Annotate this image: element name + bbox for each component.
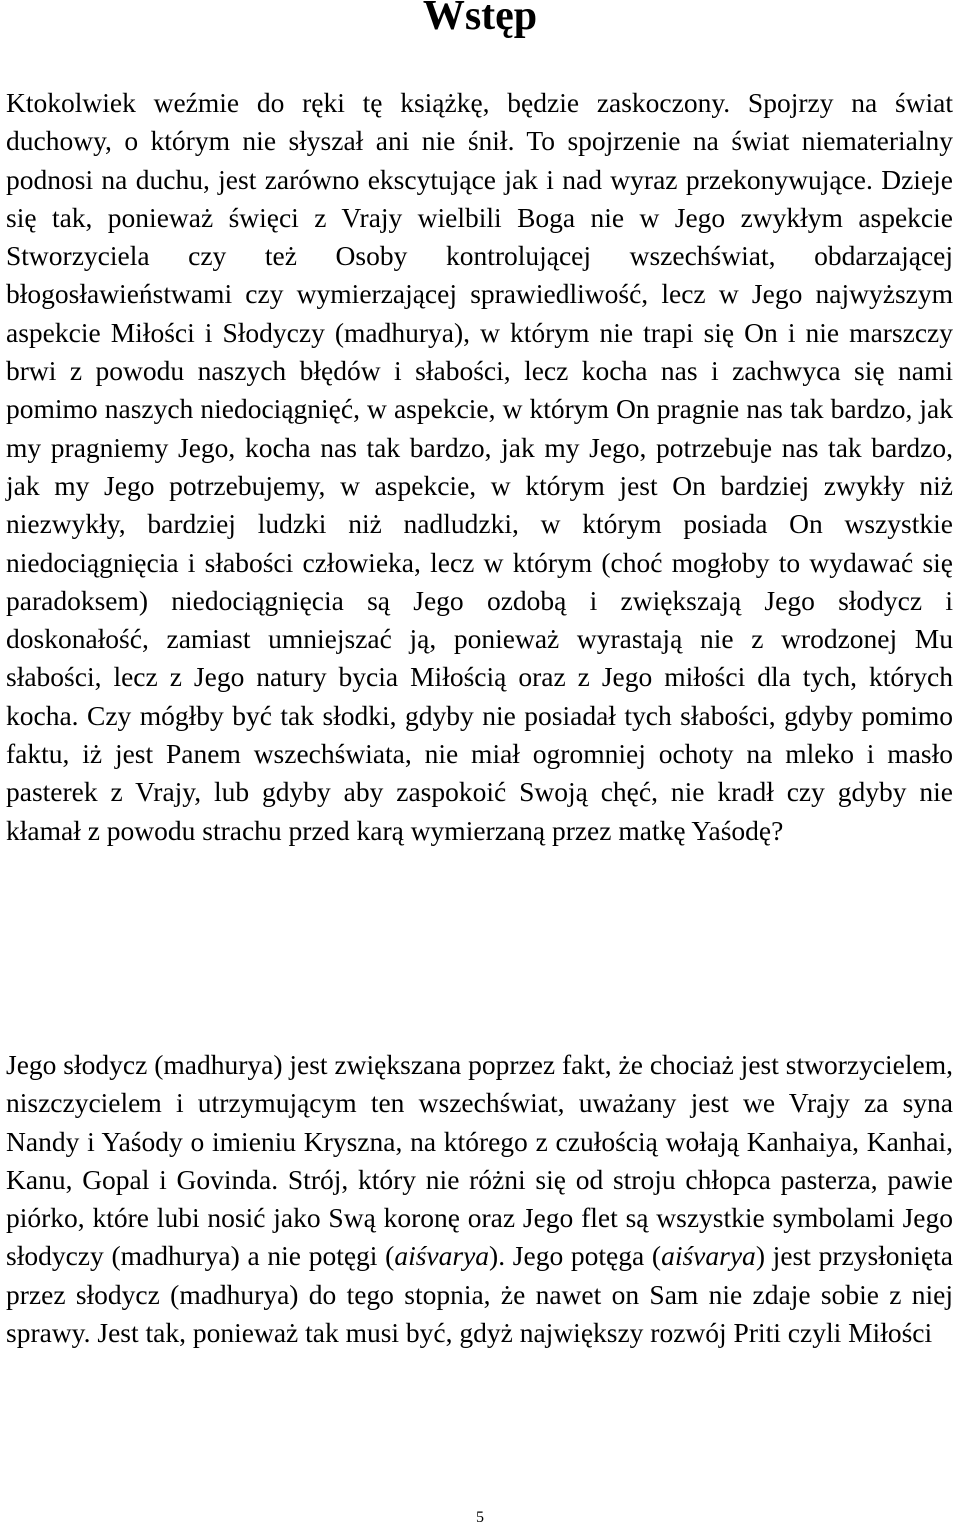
paragraph-2	[6, 1046, 953, 1352]
paragraph-2-italic-term-2: aiśvarya	[661, 1240, 756, 1272]
page-title: Wstęp	[422, 0, 538, 39]
paragraph-2-text-a: Jego słodycz (madhurya) jest zwiększana poprzez fakt, że chociaż jest stworzycielem, niszczycielem i utrzymującym ten wszechświat, uważany jest we Vrajy za syna Nandy i Yaśody o imieniu Kryszna, na którego z czułością wołają Kanhaiya, Kanhai, Kanu, Gopal i Govinda. Strój, który nie różni się od stroju chłopca pasterza, pawie piórko, które lubi nosić jako Swą koronę oraz Jego flet są wszystkie symbolami Jego słodyczy (madhurya) a nie potęgi (	[6, 1049, 953, 1272]
page-number: 5	[476, 1509, 484, 1526]
paragraph-2-text-b: ). Jego potęga (	[489, 1240, 662, 1272]
paragraph-2-text-c: ) jest przysłonięta przez słodycz (madhurya) do tego stopnia, że nawet on Sam nie zdaje sobie z niej sprawy. Jest tak, ponieważ tak musi być, gdyż największy rozwój Priti czyli Miłości	[6, 1240, 953, 1349]
paragraph-1	[6, 84, 953, 850]
paragraph-2-italic-term-1: aiśvarya	[394, 1240, 490, 1272]
paragraph-1-text: Ktokolwiek weźmie do ręki tę książkę, będzie zaskoczony. Spojrzy na świat duchowy, o którym nie słyszał ani nie śnił. To spojrzenie na świat niematerialny podnosi na duchu, jest zarówno ekscytujące jak i nad wyraz przekonywujące. Dzieje się tak, ponieważ święci z Vrajy wielbili Boga nie w Jego zwykłym aspekcie Stworzyciela czy też Osoby kontrolującej wszechświat, obdarzającej błogosławieństwami czy wymierzającej sprawiedliwość, lecz w Jego najwyższym aspekcie Miłości i Słodyczy (madhurya), w którym nie trapi się On i nie marszczy brwi z powodu naszych błędów i słabości, lecz kocha nas i zachwyca się nami pomimo naszych niedociągnięć, w aspekcie, w którym On pragnie nas tak bardzo, jak my pragniemy Jego, kocha nas tak bardzo, jak my Jego, potrzebuje nas tak bardzo, jak my Jego potrzebujemy, w aspekcie, w którym jest On bardziej zwykły niż niezwykły, bardziej ludzki niż nadludzki, w którym posiada On wszystkie niedociągnięcia i słabości człowieka, lecz w którym (choć mogłoby to wydawać się paradoksem) niedociągnięcia są Jego ozdobą i zwiększają Jego słodycz i doskonałość, zamiast umniejszać ją, ponieważ wyrastają nie z wrodzonej Mu słabości, lecz z Jego natury bycia Miłością oraz z Jego miłości dla tych, których kocha. Czy mógłby być tak słodki, gdyby nie posiadał tych słabości, gdyby pomimo faktu, iż jest Panem wszechświata, nie miał ogromniej ochoty na mleko i masło pasterek z Vrajy, lub gdyby aby zaspokoić Swoją chęć, nie kradł czy gdyby nie kłamał z powodu strachu przed karą wymierzaną przez matkę Yaśodę?	[6, 87, 953, 846]
